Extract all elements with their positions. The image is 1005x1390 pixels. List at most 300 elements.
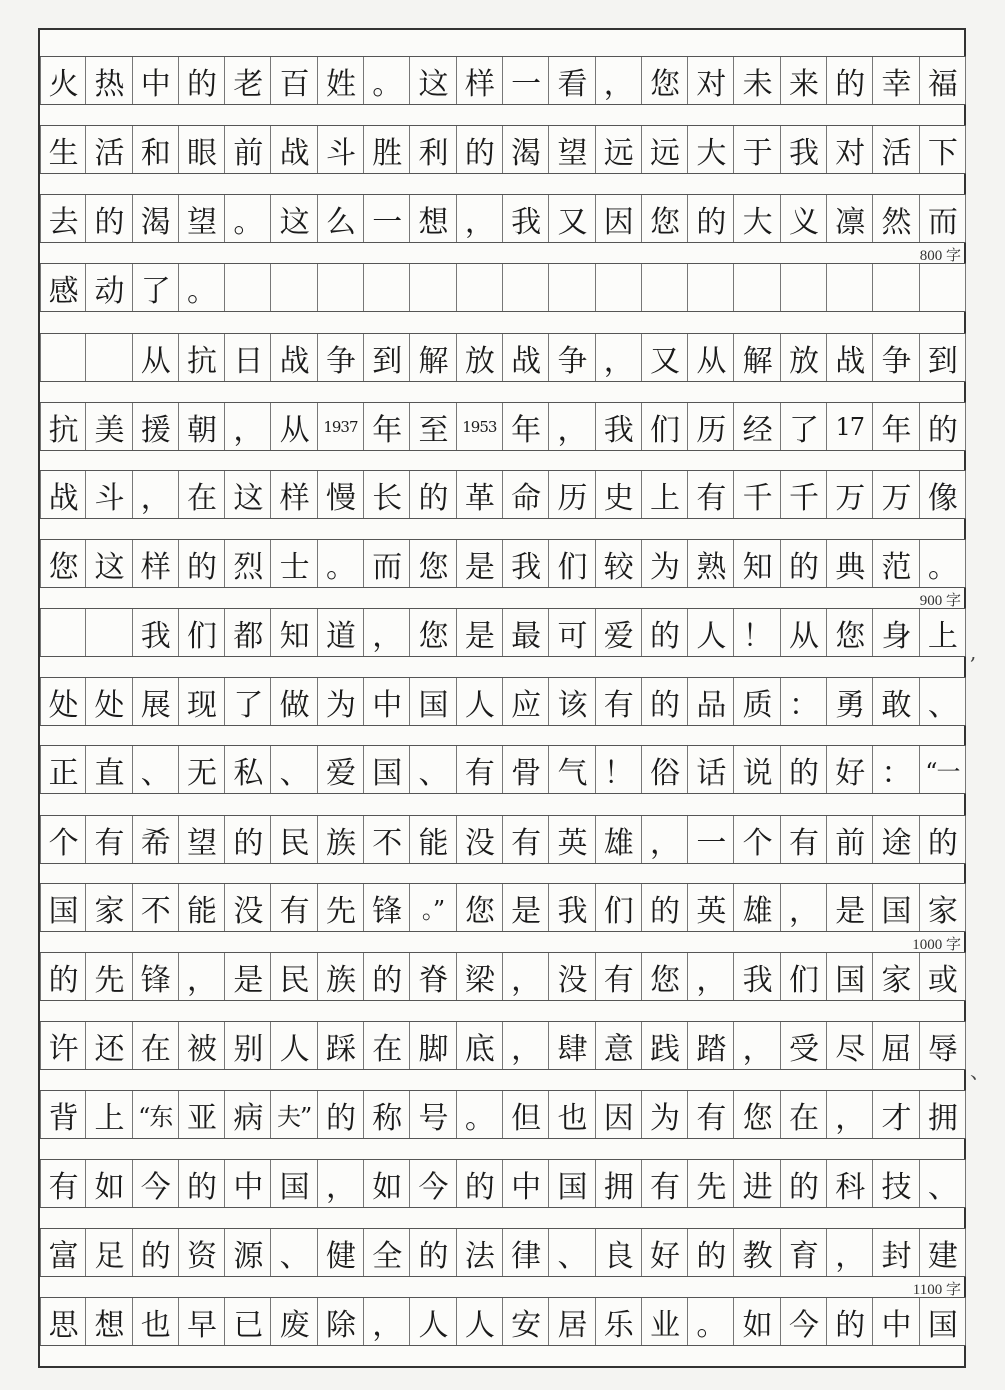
grid-cell: 族 — [318, 953, 364, 1000]
grid-cell: 人 — [688, 609, 734, 656]
grid-row — [40, 745, 966, 794]
grid-cell: 爱 — [596, 609, 642, 656]
grid-cell: 对 — [688, 57, 734, 104]
grid-cell: 源 — [225, 1229, 271, 1276]
grid-cell: 眼 — [179, 126, 225, 173]
grid-cell: 1937 — [318, 403, 364, 450]
grid-row — [40, 333, 966, 382]
grid-cell: 受 — [781, 1022, 827, 1069]
grid-cell: 都 — [225, 609, 271, 656]
grid-cell: 气 — [549, 746, 595, 793]
grid-cell: 凛 — [827, 195, 873, 242]
grid-cell: 国 — [410, 678, 456, 725]
grid-cell: 的 — [364, 953, 410, 1000]
grid-cell: ， — [596, 57, 642, 104]
grid-cell: 不 — [364, 816, 410, 863]
grid-cell: 千 — [734, 471, 780, 518]
grid-cell: 。 — [318, 540, 364, 587]
grid-cell: 下 — [920, 126, 966, 173]
grid-cell: “东 — [133, 1091, 179, 1138]
grid-cell — [873, 264, 919, 311]
grid-cell: 国 — [920, 1298, 966, 1345]
grid-cell: 有 — [503, 816, 549, 863]
grid-cell: 我 — [503, 540, 549, 587]
grid-cell: 样 — [271, 471, 317, 518]
grid-cell: 全 — [364, 1229, 410, 1276]
grid-cell: ， — [457, 195, 503, 242]
grid-cell: 肆 — [549, 1022, 595, 1069]
grid-cell: 战 — [40, 471, 86, 518]
grid-cell: 处 — [86, 678, 132, 725]
grid-cell: 像 — [920, 471, 966, 518]
grid-cell: 知 — [271, 609, 317, 656]
grid-cell: 而 — [920, 195, 966, 242]
grid-cell: 姓 — [318, 57, 364, 104]
grid-cell: 国 — [549, 1160, 595, 1207]
grid-cell: 年 — [503, 403, 549, 450]
grid-cell: 俗 — [642, 746, 688, 793]
grid-cell: 教 — [734, 1229, 780, 1276]
grid-cell: 从 — [688, 334, 734, 381]
grid-cell: 上 — [920, 609, 966, 656]
grid-cell: 因 — [596, 1091, 642, 1138]
grid-cell: 有 — [271, 884, 317, 931]
grid-cell: 废 — [271, 1298, 317, 1345]
grid-cell — [920, 264, 966, 311]
grid-cell: 做 — [271, 678, 317, 725]
grid-row — [40, 1159, 966, 1208]
grid-cell: ， — [364, 609, 410, 656]
grid-cell: 。 — [688, 1298, 734, 1345]
grid-cell: 了 — [781, 403, 827, 450]
grid-cell — [86, 609, 132, 656]
grid-cell: 的 — [410, 1229, 456, 1276]
grid-cell — [225, 264, 271, 311]
grid-cell: 、 — [920, 678, 966, 725]
grid-cell — [271, 264, 317, 311]
grid-cell: 脚 — [410, 1022, 456, 1069]
grid-cell: 又 — [642, 334, 688, 381]
grid-cell: 的 — [225, 816, 271, 863]
grid-cell: 您 — [642, 953, 688, 1000]
grid-cell — [688, 264, 734, 311]
stray-dunhao-mark: 、 — [970, 1059, 990, 1083]
grid-cell: 至 — [410, 403, 456, 450]
grid-cell: 的 — [642, 609, 688, 656]
grid-cell: 年 — [364, 403, 410, 450]
grid-cell: 您 — [410, 540, 456, 587]
grid-cell: 战 — [827, 334, 873, 381]
word-count-1100: 1100 字 — [912, 1282, 961, 1298]
grid-cell: 英 — [688, 884, 734, 931]
grid-cell: 们 — [596, 884, 642, 931]
grid-cell: 民 — [271, 816, 317, 863]
grid-cell: 利 — [410, 126, 456, 173]
grid-row — [40, 1090, 966, 1139]
grid-cell: 正 — [40, 746, 86, 793]
grid-cell: ， — [225, 403, 271, 450]
grid-cell: 争 — [318, 334, 364, 381]
grid-cell: 长 — [364, 471, 410, 518]
grid-cell: 如 — [364, 1160, 410, 1207]
grid-cell: 历 — [549, 471, 595, 518]
grid-cell: 国 — [271, 1160, 317, 1207]
grid-cell: 抗 — [40, 403, 86, 450]
grid-cell: 尽 — [827, 1022, 873, 1069]
grid-cell: 家 — [873, 953, 919, 1000]
grid-cell: 梁 — [457, 953, 503, 1000]
grid-cell: 的 — [86, 195, 132, 242]
grid-cell: 、 — [271, 746, 317, 793]
grid-cell: ！ — [596, 746, 642, 793]
grid-cell: 踏 — [688, 1022, 734, 1069]
grid-cell: 有 — [688, 1091, 734, 1138]
grid-cell: 望 — [179, 195, 225, 242]
grid-cell: 经 — [734, 403, 780, 450]
grid-cell: 先 — [318, 884, 364, 931]
grid-cell: 命 — [503, 471, 549, 518]
grid-cell — [364, 264, 410, 311]
grid-cell: 一 — [364, 195, 410, 242]
grid-cell: 史 — [596, 471, 642, 518]
grid-cell: 人 — [410, 1298, 456, 1345]
grid-cell: 上 — [642, 471, 688, 518]
grid-cell: 们 — [549, 540, 595, 587]
grid-cell: 今 — [133, 1160, 179, 1207]
grid-cell: 展 — [133, 678, 179, 725]
grid-cell: 我 — [549, 884, 595, 931]
grid-cell: 说 — [734, 746, 780, 793]
grid-cell: 胜 — [364, 126, 410, 173]
grid-cell: 也 — [133, 1298, 179, 1345]
grid-cell: 。 — [457, 1091, 503, 1138]
grid-cell: 今 — [781, 1298, 827, 1345]
grid-cell: 屈 — [873, 1022, 919, 1069]
grid-cell: 这 — [410, 57, 456, 104]
grid-cell: 背 — [40, 1091, 86, 1138]
grid-cell: ， — [642, 816, 688, 863]
grid-cell: 国 — [40, 884, 86, 931]
grid-cell: 动 — [86, 264, 132, 311]
grid-cell: 的 — [781, 540, 827, 587]
grid-cell: 这 — [225, 471, 271, 518]
grid-cell: 我 — [133, 609, 179, 656]
grid-row — [40, 402, 966, 451]
grid-cell: ： — [781, 678, 827, 725]
grid-cell: 想 — [410, 195, 456, 242]
grid-cell: 我 — [734, 953, 780, 1000]
grid-row — [40, 952, 966, 1001]
grid-cell — [503, 264, 549, 311]
grid-cell: 不 — [133, 884, 179, 931]
grid-cell: 别 — [225, 1022, 271, 1069]
grid-cell: 未 — [734, 57, 780, 104]
grid-cell: 知 — [734, 540, 780, 587]
grid-cell: 大 — [734, 195, 780, 242]
grid-cell: ， — [318, 1160, 364, 1207]
grid-cell: 的 — [642, 678, 688, 725]
grid-cell: 或 — [920, 953, 966, 1000]
grid-cell: 有 — [86, 816, 132, 863]
grid-cell: 因 — [596, 195, 642, 242]
grid-cell: 民 — [271, 953, 317, 1000]
grid-cell: 中 — [133, 57, 179, 104]
grid-cell: 到 — [364, 334, 410, 381]
grid-cell: 了 — [133, 264, 179, 311]
grid-cell: 人 — [457, 678, 503, 725]
grid-cell: 封 — [873, 1229, 919, 1276]
grid-cell: 如 — [86, 1160, 132, 1207]
grid-cell: 远 — [596, 126, 642, 173]
grid-cell: 拥 — [596, 1160, 642, 1207]
grid-cell: 有 — [781, 816, 827, 863]
grid-cell: 国 — [827, 953, 873, 1000]
grid-cell: 17 — [827, 403, 873, 450]
grid-cell: 您 — [734, 1091, 780, 1138]
grid-cell: 1953 — [457, 403, 503, 450]
grid-cell — [734, 264, 780, 311]
grid-cell — [40, 609, 86, 656]
grid-cell: 的 — [457, 1160, 503, 1207]
grid-cell: 又 — [549, 195, 595, 242]
grid-cell: 、 — [271, 1229, 317, 1276]
grid-cell: 万 — [827, 471, 873, 518]
grid-cell: 士 — [271, 540, 317, 587]
grid-cell: 科 — [827, 1160, 873, 1207]
grid-cell: 活 — [873, 126, 919, 173]
grid-cell: 是 — [225, 953, 271, 1000]
grid-cell: 这 — [271, 195, 317, 242]
grid-cell: 斗 — [318, 126, 364, 173]
grid-cell: 育 — [781, 1229, 827, 1276]
grid-cell: ， — [827, 1091, 873, 1138]
grid-cell: 富 — [40, 1229, 86, 1276]
grid-cell: 处 — [40, 678, 86, 725]
grid-cell: 在 — [364, 1022, 410, 1069]
grid-cell: 拥 — [920, 1091, 966, 1138]
grid-cell: 今 — [410, 1160, 456, 1207]
grid-cell — [410, 264, 456, 311]
grid-cell: 技 — [873, 1160, 919, 1207]
grid-cell: 样 — [457, 57, 503, 104]
grid-cell: 是 — [503, 884, 549, 931]
grid-cell: 前 — [827, 816, 873, 863]
grid-cell: 安 — [503, 1298, 549, 1345]
grid-cell: 解 — [734, 334, 780, 381]
grid-cell: 大 — [688, 126, 734, 173]
grid-cell: 踩 — [318, 1022, 364, 1069]
grid-cell: 好 — [827, 746, 873, 793]
grid-cell: 的 — [318, 1091, 364, 1138]
grid-row — [40, 608, 966, 657]
grid-row — [40, 815, 966, 864]
grid-cell: 还 — [86, 1022, 132, 1069]
grid-cell: 国 — [873, 884, 919, 931]
grid-cell: 、 — [133, 746, 179, 793]
grid-cell: 直 — [86, 746, 132, 793]
word-count-900: 900 字 — [919, 593, 961, 609]
grid-cell: 们 — [781, 953, 827, 1000]
grid-cell: 范 — [873, 540, 919, 587]
grid-cell: 抗 — [179, 334, 225, 381]
grid-cell: 该 — [549, 678, 595, 725]
grid-cell: 进 — [734, 1160, 780, 1207]
word-count-800: 800 字 — [919, 248, 961, 264]
grid-cell: 从 — [781, 609, 827, 656]
grid-cell: 的 — [179, 540, 225, 587]
grid-cell: 有 — [596, 678, 642, 725]
grid-cell: 病 — [225, 1091, 271, 1138]
grid-row — [40, 539, 966, 588]
grid-cell: 家 — [920, 884, 966, 931]
grid-cell: 从 — [271, 403, 317, 450]
grid-cell: 争 — [549, 334, 595, 381]
grid-cell: 福 — [920, 57, 966, 104]
grid-row — [40, 677, 966, 726]
grid-cell: 私 — [225, 746, 271, 793]
grid-cell: 我 — [503, 195, 549, 242]
grid-cell: 有 — [596, 953, 642, 1000]
grid-cell: 历 — [688, 403, 734, 450]
grid-row — [40, 883, 966, 932]
grid-cell: 骨 — [503, 746, 549, 793]
grid-cell: 生 — [40, 126, 86, 173]
grid-cell: 为 — [642, 540, 688, 587]
grid-cell: 许 — [40, 1022, 86, 1069]
grid-cell: 万 — [873, 471, 919, 518]
grid-cell: 人 — [271, 1022, 317, 1069]
grid-cell: 已 — [225, 1298, 271, 1345]
grid-cell: 的 — [133, 1229, 179, 1276]
grid-cell: 战 — [271, 334, 317, 381]
grid-cell: 希 — [133, 816, 179, 863]
grid-cell: 品 — [688, 678, 734, 725]
grid-cell: ， — [734, 1022, 780, 1069]
grid-cell: 老 — [225, 57, 271, 104]
grid-cell: 我 — [596, 403, 642, 450]
grid-cell: ， — [549, 403, 595, 450]
grid-cell: 慢 — [318, 471, 364, 518]
grid-cell: 在 — [179, 471, 225, 518]
grid-cell: 。 — [225, 195, 271, 242]
grid-cell: 没 — [457, 816, 503, 863]
grid-cell: 有 — [688, 471, 734, 518]
grid-cell: 有 — [40, 1160, 86, 1207]
grid-cell: 然 — [873, 195, 919, 242]
grid-cell: 先 — [86, 953, 132, 1000]
grid-cell: 到 — [920, 334, 966, 381]
grid-cell: 您 — [40, 540, 86, 587]
grid-cell: 从 — [133, 334, 179, 381]
grid-cell: 人 — [457, 1298, 503, 1345]
grid-cell — [827, 264, 873, 311]
grid-cell — [318, 264, 364, 311]
word-count-1000: 1000 字 — [912, 937, 961, 953]
grid-cell: 放 — [457, 334, 503, 381]
grid-cell: 中 — [364, 678, 410, 725]
grid-cell: 质 — [734, 678, 780, 725]
grid-cell: 争 — [873, 334, 919, 381]
grid-cell: ： — [873, 746, 919, 793]
grid-cell: 国 — [364, 746, 410, 793]
grid-cell: 家 — [86, 884, 132, 931]
grid-cell: 号 — [410, 1091, 456, 1138]
grid-cell: 脊 — [410, 953, 456, 1000]
grid-cell: 个 — [734, 816, 780, 863]
grid-cell: 能 — [179, 884, 225, 931]
grid-cell: 么 — [318, 195, 364, 242]
grid-cell: 但 — [503, 1091, 549, 1138]
grid-row — [40, 1021, 966, 1070]
grid-cell: 的 — [688, 195, 734, 242]
grid-cell: 、 — [410, 746, 456, 793]
grid-cell: 在 — [133, 1022, 179, 1069]
grid-cell: 辱 — [920, 1022, 966, 1069]
grid-row — [40, 1228, 966, 1277]
grid-cell: 百 — [271, 57, 317, 104]
grid-cell: 们 — [642, 403, 688, 450]
grid-cell: “一 — [920, 746, 966, 793]
grid-cell: 了 — [225, 678, 271, 725]
grid-cell: 的 — [827, 57, 873, 104]
grid-cell: 想 — [86, 1298, 132, 1345]
grid-cell: 居 — [549, 1298, 595, 1345]
grid-cell: 途 — [873, 816, 919, 863]
grid-cell: 望 — [179, 816, 225, 863]
grid-cell: 看 — [549, 57, 595, 104]
grid-cell: 来 — [781, 57, 827, 104]
grid-cell: 火 — [40, 57, 86, 104]
grid-cell: 上 — [86, 1091, 132, 1138]
grid-cell: 应 — [503, 678, 549, 725]
grid-cell: ， — [503, 953, 549, 1000]
grid-cell: ， — [179, 953, 225, 1000]
grid-cell: 也 — [549, 1091, 595, 1138]
grid-cell: 您 — [457, 884, 503, 931]
grid-cell: 是 — [457, 540, 503, 587]
grid-cell: 感 — [40, 264, 86, 311]
grid-cell: 英 — [549, 816, 595, 863]
grid-cell: 践 — [642, 1022, 688, 1069]
grid-cell: 熟 — [688, 540, 734, 587]
grid-cell: 朝 — [179, 403, 225, 450]
grid-cell: 的 — [642, 884, 688, 931]
grid-cell: ， — [503, 1022, 549, 1069]
grid-row — [40, 125, 966, 174]
grid-cell: 日 — [225, 334, 271, 381]
grid-cell: 您 — [642, 57, 688, 104]
grid-cell: 族 — [318, 816, 364, 863]
grid-cell: 最 — [503, 609, 549, 656]
grid-cell: 无 — [179, 746, 225, 793]
grid-cell: 被 — [179, 1022, 225, 1069]
grid-cell: 乐 — [596, 1298, 642, 1345]
grid-cell: 良 — [596, 1229, 642, 1276]
grid-cell: 在 — [781, 1091, 827, 1138]
grid-cell — [781, 264, 827, 311]
grid-cell: 斗 — [86, 471, 132, 518]
grid-cell: ， — [133, 471, 179, 518]
grid-cell: 而 — [364, 540, 410, 587]
grid-cell — [86, 334, 132, 381]
grid-cell — [40, 334, 86, 381]
grid-cell: 义 — [781, 195, 827, 242]
grid-row — [40, 470, 966, 519]
grid-cell: 爱 — [318, 746, 364, 793]
grid-cell: 和 — [133, 126, 179, 173]
grid-cell: 先 — [688, 1160, 734, 1207]
grid-cell: 法 — [457, 1229, 503, 1276]
